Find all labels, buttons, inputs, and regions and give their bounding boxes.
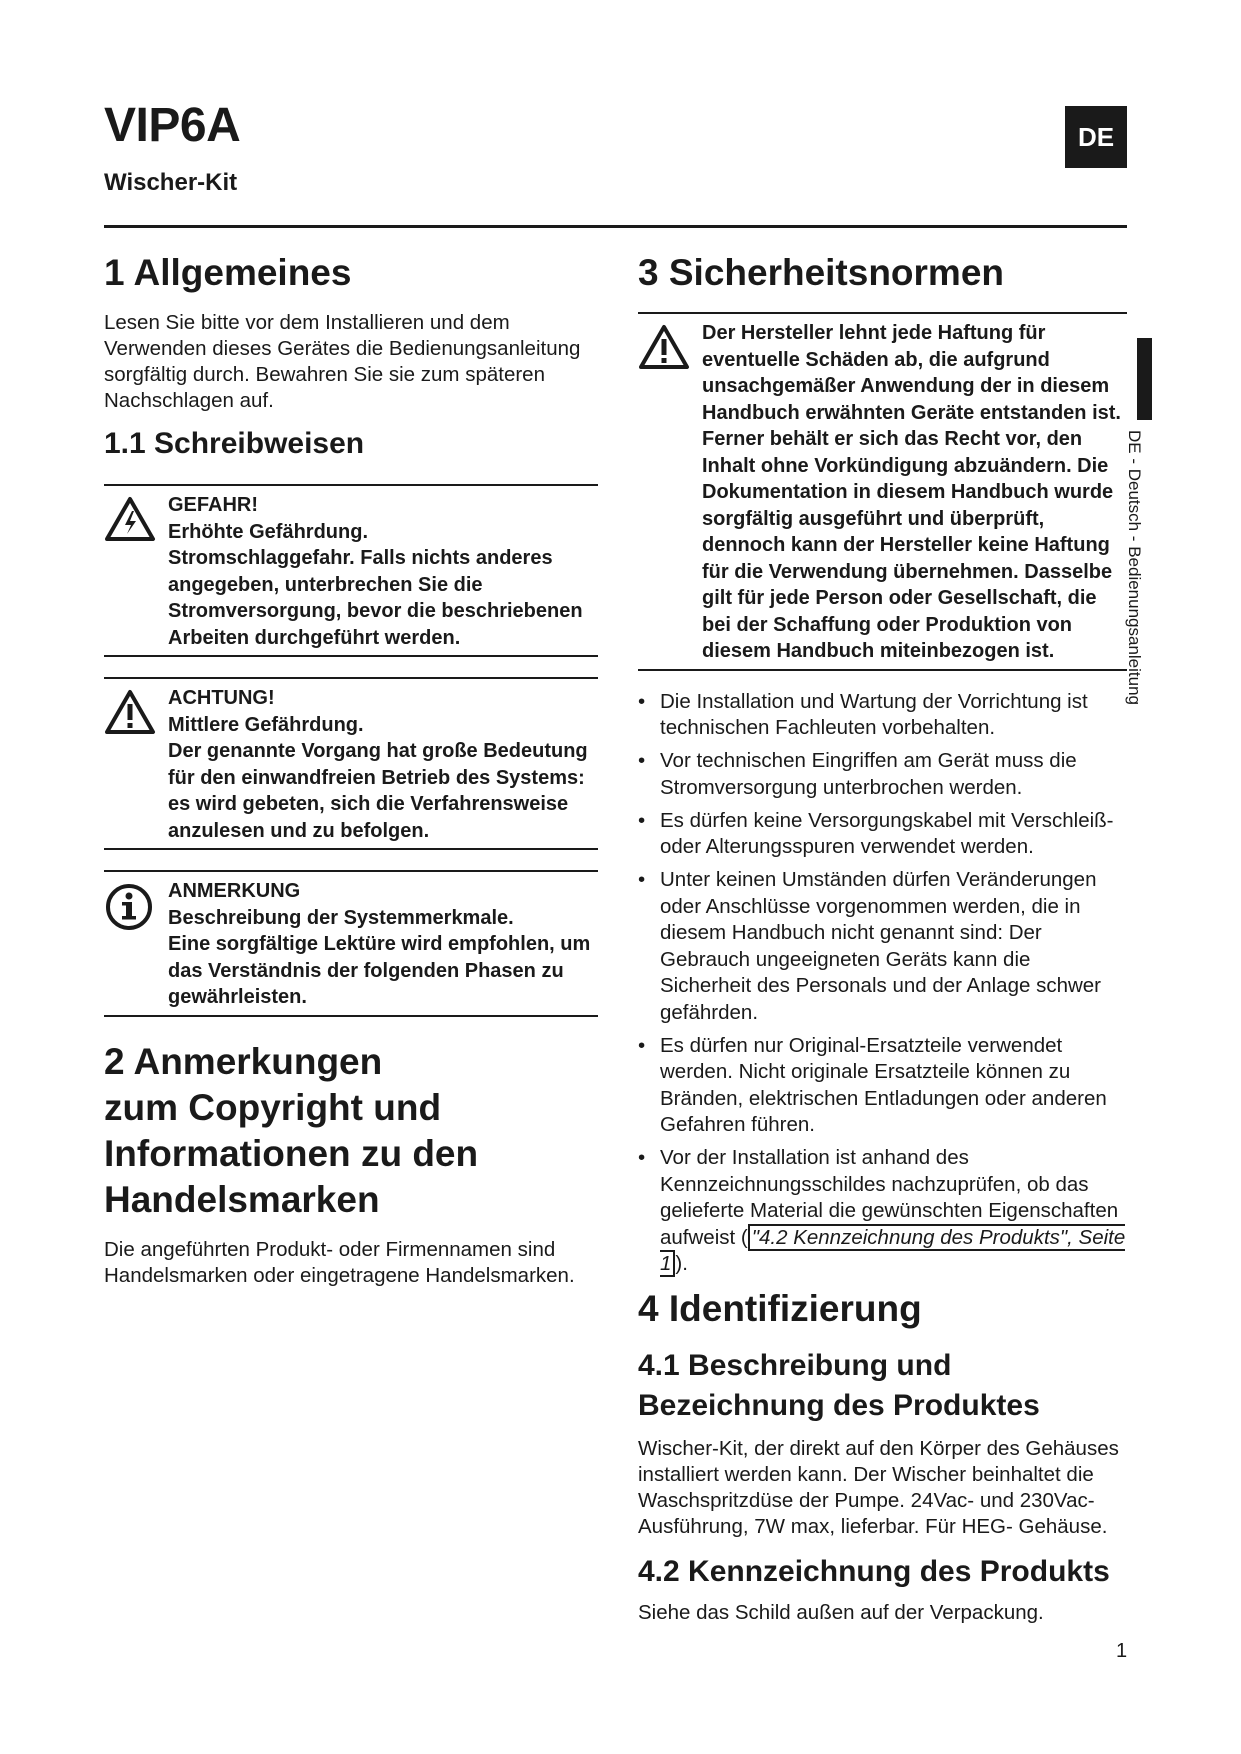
section-4-1-text: Wischer-Kit, der direkt auf den Körper des Gehäuses installiert werden kann. Der Wischer beinhaltet die Waschspritzdüse der Pumpe. 24Vac- und 230Vac-Ausführung, 7W max, lieferbar. Für HEG- Gehäuse.	[638, 1436, 1119, 1538]
side-tab-label: DE - Deutsch - Bedienungsanleitung	[1125, 430, 1144, 705]
right-column	[638, 250, 1127, 1626]
list-item: • Es dürfen nur Original-Ersatzteile verwendet werden. Nicht originale Ersatzteile können zu Bränden, elektrischen Entladungen oder anderen Gefahren führen.	[638, 1033, 1127, 1139]
electric-hazard-icon	[104, 492, 168, 651]
cross-reference-link[interactable]: "4.2 Kennzeichnung des Produkts", Seite 1	[660, 1225, 1126, 1275]
note-label: ANMERKUNG	[168, 880, 301, 902]
document-title: VIP6A	[104, 99, 241, 152]
list-item: • Unter keinen Umständen dürfen Veränderungen oder Anschlüsse vorgenommen werden, die in diesem Handbuch nicht genannt sind: Der Gebrauch ungeeigneten Geräts kann die Sicherheit des Personals und der Anlage schwer gefährden.	[638, 867, 1127, 1026]
page-number: 1	[1116, 1640, 1128, 1662]
note-notice	[104, 870, 598, 1017]
danger-text: Stromschlaggefahr. Falls nichts anderes angegeben, unterbrechen Sie die Stromversorgung, bevor die beschriebenen Arbeiten durchgeführt werden.	[168, 547, 583, 649]
section-3-heading: 3 Sicherheitsnormen	[638, 252, 1005, 293]
safety-notice	[638, 312, 1127, 671]
warning-icon	[638, 320, 702, 665]
info-icon	[104, 878, 168, 1011]
section-4-1-heading-line-2: Bezeichnung des Produktes	[638, 1388, 1040, 1422]
section-4-heading: 4 Identifizierung	[638, 1287, 922, 1329]
list-item: • Es dürfen keine Versorgungskabel mit Verschleiß- oder Alterungsspuren verwendet werden.	[638, 808, 1127, 861]
danger-label: GEFAHR!	[168, 494, 258, 516]
section-4-2-heading: 4.2 Kennzeichnung des Produkts	[638, 1554, 1110, 1588]
warning-text: Der genannte Vorgang hat große Bedeutung für den einwandfreien Betrieb des Systems: es wird gebeten, sich die Verfahrensweise anzulesen und zu befolgen.	[168, 740, 588, 842]
warning-level: Mittlere Gefährdung.	[168, 713, 364, 736]
language-badge: DE	[1065, 106, 1127, 168]
warning-notice	[104, 677, 598, 850]
list-item: • Vor der Installation ist anhand des Kennzeichnungsschildes nachzuprüfen, ob das gelieferte Material die gewünschten Eigenschaften aufweist ( "4.2 Kennzeichnung des Produkts", Seite 1 ).	[638, 1145, 1127, 1278]
note-level: Beschreibung der Systemmerkmale.	[168, 906, 514, 929]
note-text: Eine sorgfältige Lektüre wird empfohlen, um das Verständnis der folgenden Phasen zu gewährleisten.	[168, 933, 591, 1008]
list-item: • Vor technischen Eingriffen am Gerät muss die Stromversorgung unterbrochen werden.	[638, 748, 1127, 801]
header-divider	[104, 225, 1127, 228]
section-2-text: Die angeführten Produkt- oder Firmennamen sind Handelsmarken oder eingetragene Handelsmarken.	[104, 1237, 575, 1287]
section-4-2-text: Siehe das Schild außen auf der Verpackung.	[638, 1600, 1044, 1624]
section-2-heading-line-1: 2 Anmerkungen	[104, 1040, 383, 1082]
safety-notice-text: Der Hersteller lehnt jede Haftung für eventuelle Schäden ab, die aufgrund unsachgemäßer Anwendung der in diesem Handbuch erwähnten Geräte entstanden ist. Ferner behält er sich das Recht vor, den Inhalt ohne Vorkündigung abzuändern. Die Dokumentation in diesem Handbuch wurde sorgfältig ausgeführt und überprüft, dennoch kann der Hersteller keine Haftung für die Verwendung übernehmen. Dasselbe gilt für jede Person oder Gesellschaft, die bei der Schaffung oder Produktion von diesem Handbuch miteinbezogen ist.	[702, 322, 1121, 662]
section-4-1-heading	[638, 1346, 1127, 1426]
danger-level: Erhöhte Gefährdung.	[168, 520, 368, 543]
left-column	[104, 250, 598, 1289]
section-4-1-heading-line-1: 4.1 Beschreibung und	[638, 1348, 952, 1382]
warning-icon	[104, 685, 168, 844]
document-subtitle: Wischer-Kit	[104, 169, 238, 196]
section-1-1-heading: 1.1 Schreibweisen	[104, 427, 365, 460]
section-1-heading: 1 Allgemeines	[104, 252, 352, 293]
section-2-heading	[104, 1039, 598, 1223]
section-2-heading-line-2: zum Copyright und	[104, 1086, 442, 1128]
danger-notice	[104, 484, 598, 657]
side-tab-marker	[1137, 338, 1152, 420]
section-1-text: Lesen Sie bitte vor dem Installieren und dem Verwenden dieses Gerätes die Bedienungsanleitung sorgfältig durch. Bewahren Sie sie zum späteren Nachschlagen auf.	[104, 311, 581, 412]
section-2-heading-line-4: Handelsmarken	[104, 1178, 380, 1220]
list-item: • Die Installation und Wartung der Vorrichtung ist technischen Fachleuten vorbehalten.	[638, 689, 1127, 742]
safety-list	[638, 689, 1127, 1278]
warning-label: ACHTUNG!	[168, 687, 275, 709]
section-2-heading-line-3: Informationen zu den	[104, 1132, 479, 1174]
